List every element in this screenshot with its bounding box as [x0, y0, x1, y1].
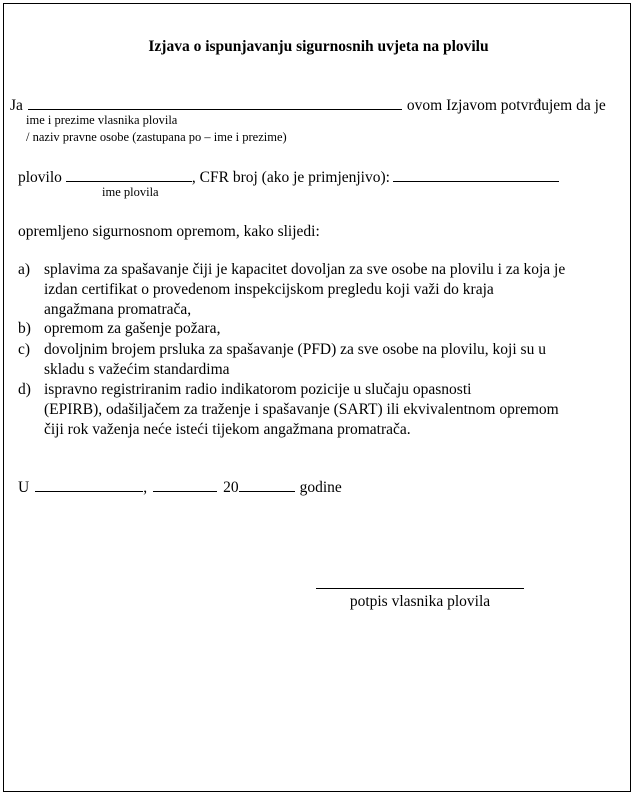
declarant-prefix: Ja	[10, 97, 23, 114]
cfr-number-field[interactable]	[393, 168, 559, 182]
date-suffix: godine	[299, 479, 342, 496]
item-a-line-3: angažmana promatrača,	[44, 301, 192, 318]
cfr-label: , CFR broj (ako je primjenjivo):	[191, 169, 390, 186]
day-month-field[interactable]	[153, 478, 217, 492]
document-title: Izjava o ispunjavanju sigurnosnih uvjeta na plovilu	[148, 38, 489, 55]
item-d-line-1: ispravno registriranim radio indikatorom pozicije u slučaju opasnosti	[44, 381, 472, 398]
item-d-marker: d)	[18, 381, 31, 398]
equipment-intro: opremljeno sigurnosnom opremom, kako slijedi:	[18, 223, 320, 240]
vessel-name-hint: ime plovila	[102, 185, 159, 199]
vessel-name-field[interactable]	[66, 168, 192, 182]
declarant-suffix: ovom Izjavom potvrđujem da je	[406, 97, 606, 114]
year-prefix: 20	[223, 479, 239, 496]
vessel-line	[18, 168, 559, 187]
item-a-marker: a)	[18, 261, 31, 278]
owner-name-hint: ime i prezime vlasnika plovila	[26, 113, 178, 127]
place-field[interactable]	[35, 478, 143, 492]
item-b-line-1: opremom za gašenje požara,	[44, 320, 221, 337]
item-a-line-1: splavima za spašavanje čiji je kapacitet dovoljan za sve osobe na plovilu i za koja je	[44, 261, 566, 278]
legal-entity-hint: / naziv pravne osobe (zastupana po – ime i prezime)	[26, 130, 287, 144]
year-field[interactable]	[239, 478, 295, 492]
item-a-line-2: izdan certifikat o provedenom inspekcijskom pregledu koji važi do kraja	[44, 281, 494, 298]
item-c-line-1: dovoljnim brojem prsluka za spašavanje (PFD) za sve osobe na plovilu, koji su u	[44, 341, 546, 358]
item-b-marker: b)	[18, 320, 31, 337]
signature-field[interactable]	[316, 588, 524, 589]
item-d-line-3: čiji rok važenja neće isteći tijekom angažmana promatrača.	[44, 421, 411, 438]
signature-caption: potpis vlasnika plovila	[349, 593, 491, 610]
item-c-line-2: skladu s važećim standardima	[44, 361, 230, 378]
item-d-line-2: (EPIRB), odašiljačem za traženje i spašavanje (SART) ili ekvivalentnom opremom	[44, 401, 559, 418]
place-prefix: U	[18, 479, 30, 496]
item-c-marker: c)	[18, 341, 31, 358]
owner-name-field[interactable]	[28, 96, 402, 110]
vessel-prefix: plovilo	[18, 169, 62, 186]
date-comma: ,	[143, 479, 148, 496]
date-line	[18, 478, 342, 497]
